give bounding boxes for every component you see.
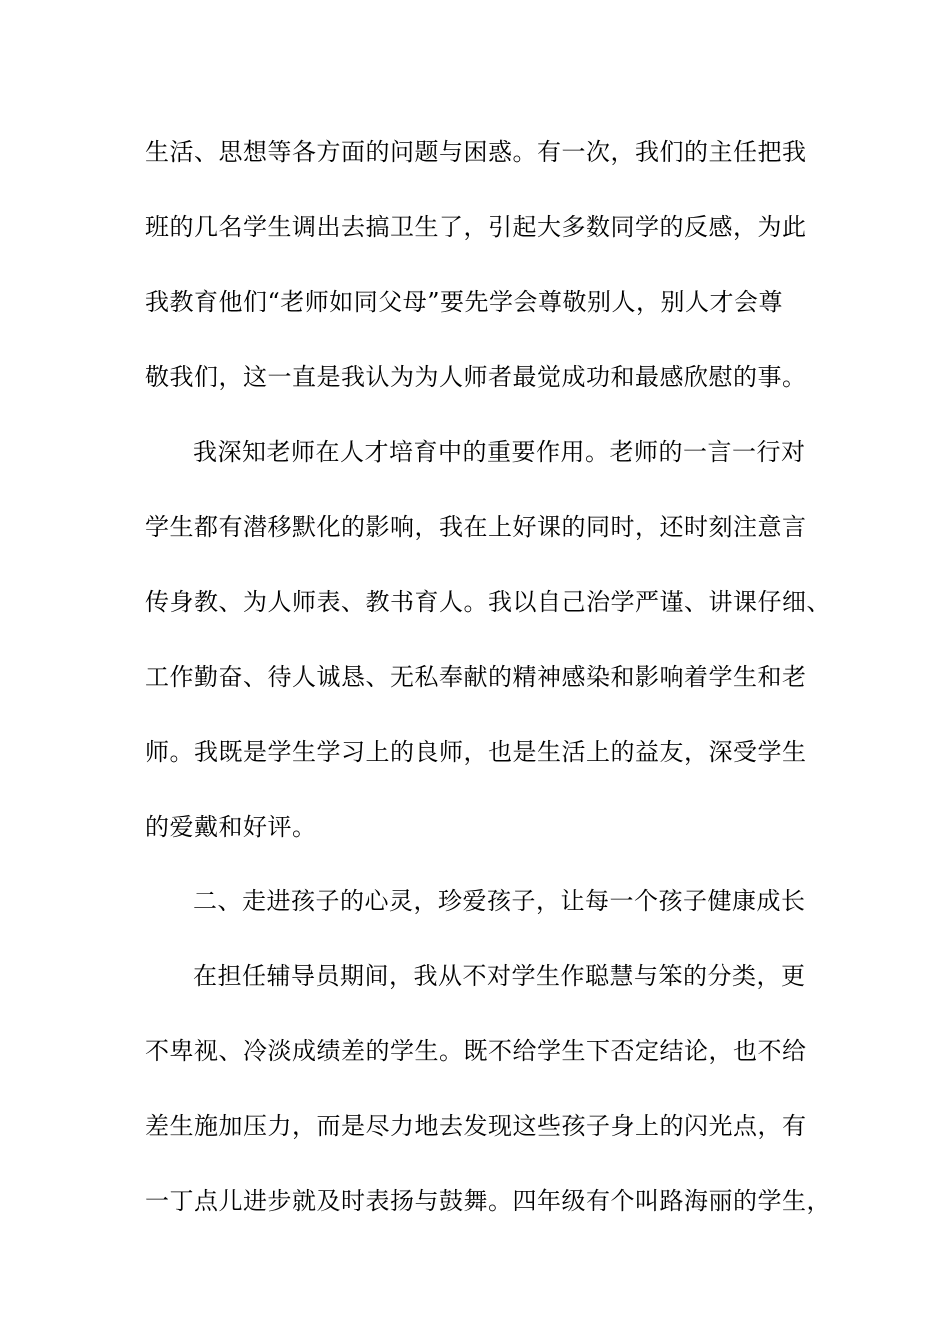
text-line: 敬我们，这一直是我认为为人师者最觉成功和最感欣慰的事。 <box>145 363 807 391</box>
section-heading: 二、走进孩子的心灵，珍爱孩子，让每一个孩子健康成长 <box>193 887 806 915</box>
text-line: 的爱戴和好评。 <box>145 813 317 841</box>
text-line: 一丁点儿进步就及时表扬与鼓舞。四年级有个叫路海丽的学生， <box>145 1187 831 1215</box>
text-line: 师。我既是学生学习上的良师，也是生活上的益友，深受学生 <box>145 738 807 766</box>
text-line: 差生施加压力，而是尽力地去发现这些孩子身上的闪光点，有 <box>145 1112 807 1140</box>
text-line: 传身教、为人师表、教书育人。我以自己治学严谨、讲课仔细、 <box>145 588 831 616</box>
paragraph-start-line: 在担任辅导员期间，我从不对学生作聪慧与笨的分类，更 <box>193 962 806 990</box>
text-line: 我教育他们“老师如同父母”要先学会尊敬别人，别人才会尊 <box>145 288 784 316</box>
text-line: 学生都有潜移默化的影响，我在上好课的同时，还时刻注意言 <box>145 513 807 541</box>
text-line: 班的几名学生调出去搞卫生了，引起大多数同学的反感，为此 <box>145 213 807 241</box>
text-line: 生活、思想等各方面的问题与困惑。有一次，我们的主任把我 <box>145 138 807 166</box>
text-line: 工作勤奋、待人诚恳、无私奉献的精神感染和影响着学生和老 <box>145 663 807 691</box>
paragraph-start-line: 我深知老师在人才培育中的重要作用。老师的一言一行对 <box>193 438 806 466</box>
text-line: 不卑视、冷淡成绩差的学生。既不给学生下否定结论，也不给 <box>145 1037 807 1065</box>
